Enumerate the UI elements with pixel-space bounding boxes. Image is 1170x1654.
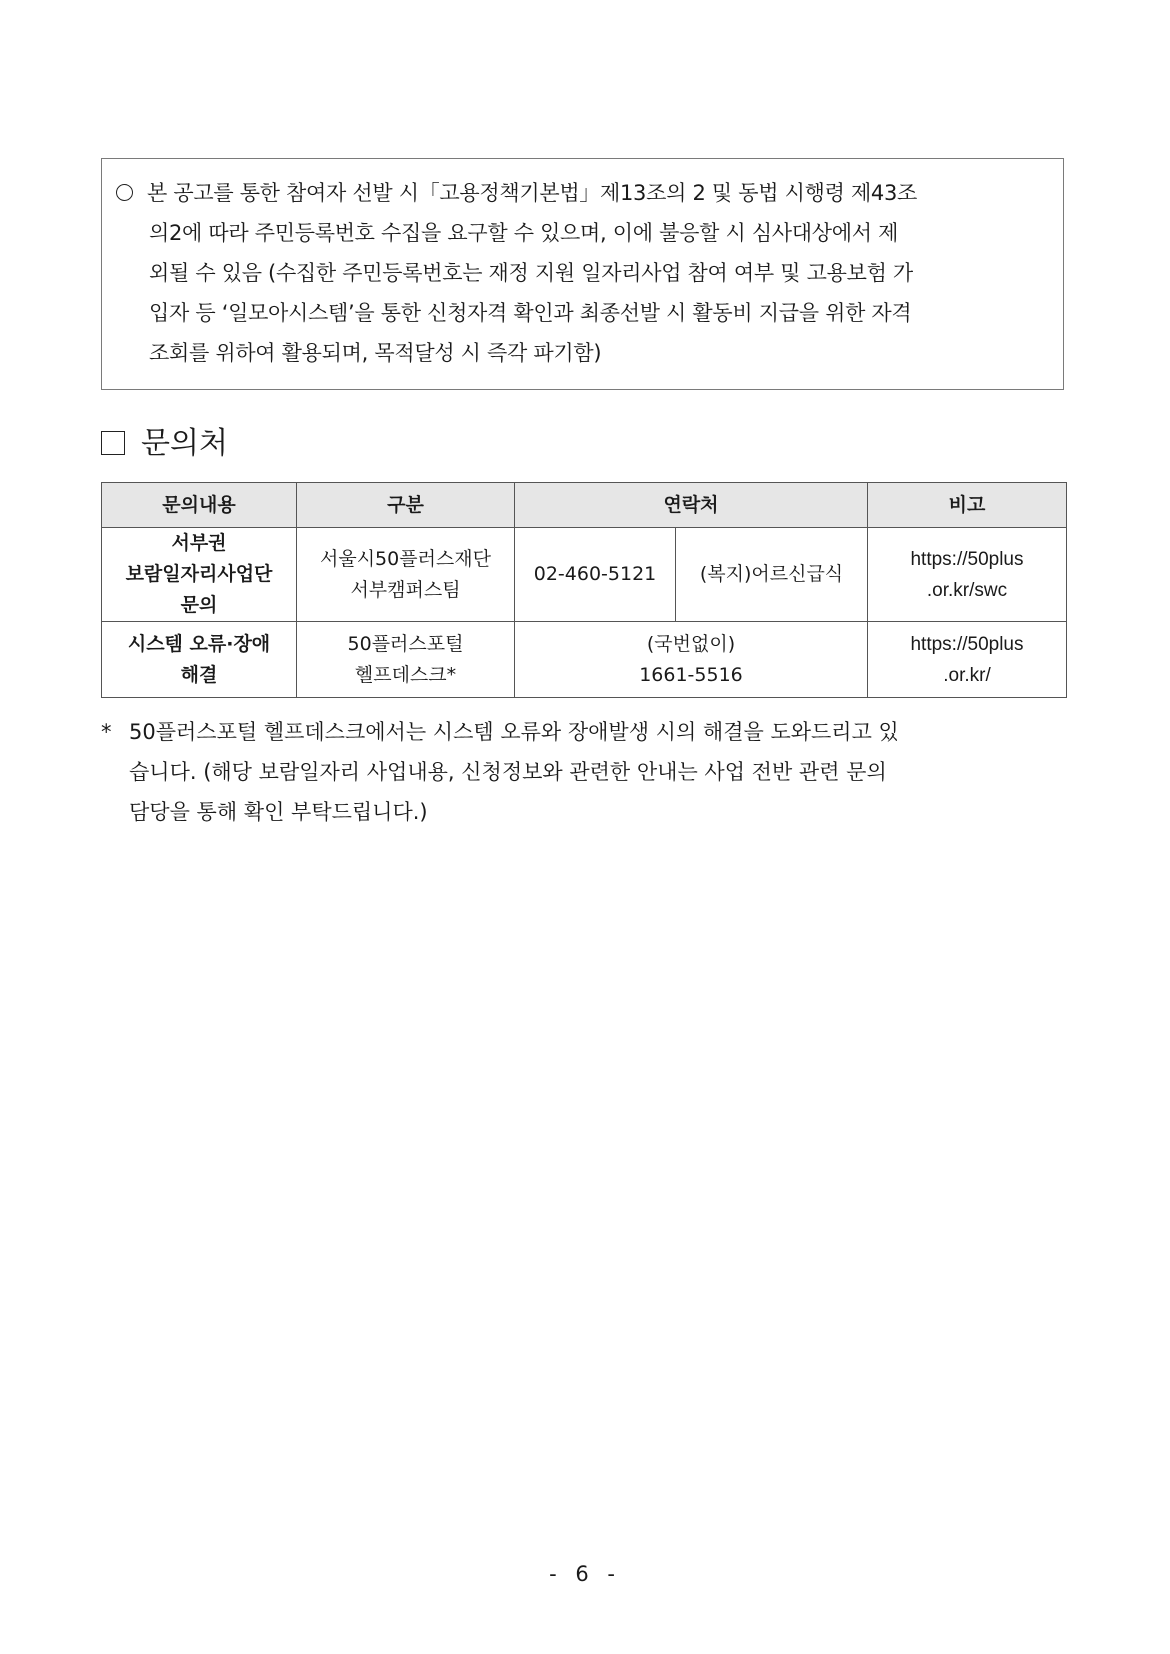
- notice-line-1: [116, 173, 917, 213]
- header-division: 구분: [297, 483, 515, 528]
- cell-division: 50플러스포털 헬프데스크*: [297, 622, 515, 698]
- cell-division: 서울시50플러스재단 서부캠퍼스팀: [297, 528, 515, 622]
- header-topic: 문의내용: [102, 483, 297, 528]
- cell-topic: 서부권 보람일자리사업단 문의: [102, 528, 297, 622]
- notice-line-5: 조회를 위하여 활용되며, 목적달성 시 즉각 파기함): [149, 341, 602, 365]
- footnote-line-3: 담당을 통해 확인 부탁드립니다.): [129, 800, 428, 824]
- footnote-line-2: 습니다. (해당 보람일자리 사업내용, 신청정보와 관련한 안내는 사업 전반 관련 문의: [129, 760, 887, 784]
- notice-box: [101, 158, 1064, 390]
- section-heading: [101, 424, 228, 464]
- notice-text: 본 공고를 통한 참여자 선발 시「고용정책기본법」제13조의 2 및 동법 시행령 제43조: [147, 181, 918, 205]
- notice-line-4: 입자 등 ‘일모아시스템’을 통한 신청자격 확인과 최종선발 시 활동비 지급을 위한 자격: [149, 301, 912, 325]
- cell-topic: 시스템 오류·장애 해결: [102, 622, 297, 698]
- page-number: - 6 -: [549, 1562, 621, 1586]
- cell-phone: 02-460-5121: [515, 528, 676, 622]
- notice-line-3: 외될 수 있음 (수집한 주민등록번호는 재정 지원 일자리사업 참여 여부 및 고용보험 가: [149, 261, 913, 285]
- header-remark: 비고: [868, 483, 1067, 528]
- circle-bullet-icon: [116, 184, 133, 201]
- table-header-row: [102, 483, 1067, 528]
- square-bullet-icon: [101, 431, 125, 455]
- table-row: [102, 622, 1067, 698]
- cell-remark-link[interactable]: https://50plus .or.kr/: [868, 622, 1067, 698]
- table-row: [102, 528, 1067, 622]
- footnote-line-1: * 50플러스포털 헬프데스크에서는 시스템 오류와 장애발생 시의 해결을 도와드리고 있: [96, 712, 1071, 752]
- cell-phone-note: (복지)어르신급식: [676, 528, 868, 622]
- section-title: 문의처: [141, 426, 228, 461]
- header-contact: 연락처: [515, 483, 868, 528]
- cell-remark-link[interactable]: https://50plus .or.kr/swc: [868, 528, 1067, 622]
- notice-line-2: 의2에 따라 주민등록번호 수집을 요구할 수 있으며, 이에 불응할 시 심사대상에서 제: [149, 221, 899, 245]
- footnote: [96, 712, 1071, 832]
- cell-phone: (국번없이) 1661-5516: [515, 622, 868, 698]
- contact-table: [101, 482, 1067, 698]
- asterisk-marker: *: [101, 720, 112, 744]
